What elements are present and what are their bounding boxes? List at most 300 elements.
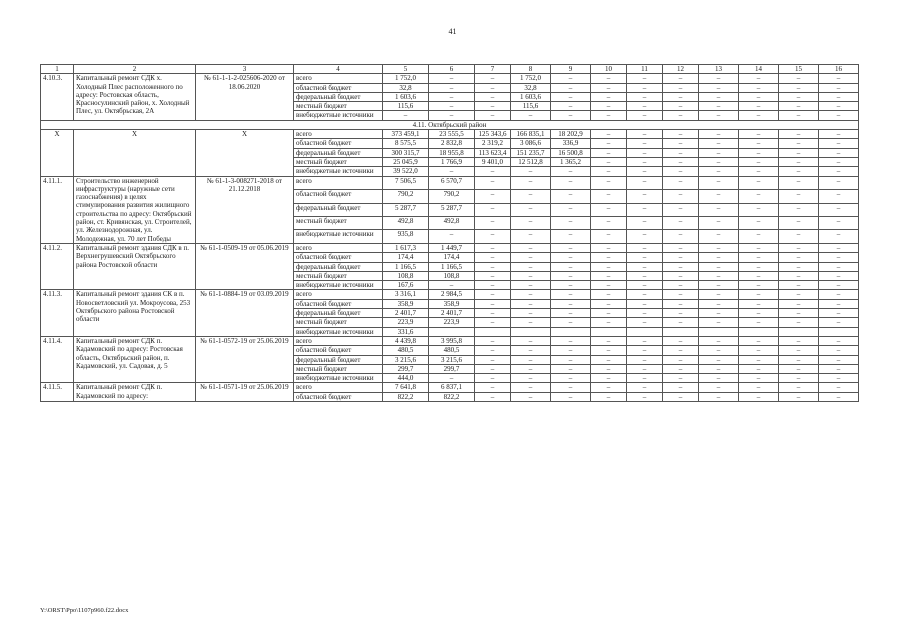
value-cell: 358,9	[383, 299, 429, 308]
value-cell: –	[627, 383, 663, 392]
value-cell: –	[739, 111, 779, 120]
value-cell: –	[551, 271, 591, 280]
value-cell: –	[699, 346, 739, 355]
value-cell: –	[591, 243, 627, 252]
value-cell: –	[663, 290, 699, 299]
value-cell: –	[699, 92, 739, 101]
value-cell: 9 401,0	[475, 157, 511, 166]
funding-source: внебюджетные источники	[294, 167, 383, 176]
value-cell: –	[699, 299, 739, 308]
value-cell: –	[739, 92, 779, 101]
value-cell: –	[819, 139, 859, 148]
value-cell: –	[591, 203, 627, 216]
value-cell: 1 752,0	[511, 74, 551, 83]
value-cell: –	[819, 374, 859, 383]
value-cell: –	[663, 216, 699, 229]
value-cell: 7 506,5	[383, 176, 429, 189]
value-cell: –	[663, 374, 699, 383]
value-cell: 1 449,7	[429, 243, 475, 252]
value-cell: –	[739, 281, 779, 290]
value-cell: –	[663, 111, 699, 120]
value-cell: 3 086,6	[511, 139, 551, 148]
value-cell: –	[591, 355, 627, 364]
value-cell: –	[779, 157, 819, 166]
value-cell: –	[475, 203, 511, 216]
value-cell: –	[699, 271, 739, 280]
value-cell: –	[819, 392, 859, 401]
value-cell: 331,6	[383, 327, 429, 336]
value-cell: –	[739, 176, 779, 189]
value-cell: –	[475, 243, 511, 252]
value-cell: –	[591, 290, 627, 299]
value-cell: –	[591, 190, 627, 203]
value-cell: –	[699, 364, 739, 373]
value-cell: –	[779, 203, 819, 216]
value-cell: 125 343,6	[475, 130, 511, 139]
value-cell: 373 459,1	[383, 130, 429, 139]
table-row	[41, 74, 859, 83]
value-cell: –	[819, 253, 859, 262]
value-cell: –	[739, 243, 779, 252]
value-cell: –	[551, 216, 591, 229]
value-cell: –	[779, 262, 819, 271]
value-cell: –	[819, 190, 859, 203]
document-number: № 61-1-1-2-025606-2020 от 18.06.2020	[196, 74, 294, 120]
table-row	[41, 130, 859, 139]
value-cell: 3 215,6	[383, 355, 429, 364]
value-cell: –	[699, 290, 739, 299]
value-cell: 299,7	[383, 364, 429, 373]
value-cell: –	[383, 111, 429, 120]
value-cell: –	[819, 216, 859, 229]
column-number-cell: 2	[74, 65, 196, 74]
column-number-cell: 8	[511, 65, 551, 74]
value-cell: –	[663, 253, 699, 262]
value-cell: –	[663, 167, 699, 176]
value-cell: –	[591, 102, 627, 111]
value-cell	[551, 327, 591, 336]
column-number-cell: 13	[699, 65, 739, 74]
column-number-cell: 9	[551, 65, 591, 74]
value-cell: –	[627, 74, 663, 83]
value-cell: –	[591, 281, 627, 290]
value-cell: –	[779, 309, 819, 318]
value-cell: –	[779, 74, 819, 83]
funding-source: областной бюджет	[294, 139, 383, 148]
value-cell: –	[819, 176, 859, 189]
item-number: 4.11.2.	[41, 243, 74, 289]
value-cell: –	[429, 281, 475, 290]
value-cell: 1 365,2	[551, 157, 591, 166]
funding-source: областной бюджет	[294, 253, 383, 262]
value-cell: 2 401,7	[383, 309, 429, 318]
value-cell: –	[699, 336, 739, 345]
value-cell: –	[739, 203, 779, 216]
value-cell: –	[475, 346, 511, 355]
value-cell	[627, 327, 663, 336]
value-cell: –	[699, 157, 739, 166]
value-cell: –	[591, 364, 627, 373]
value-cell: –	[551, 83, 591, 92]
value-cell: –	[739, 262, 779, 271]
value-cell: –	[475, 364, 511, 373]
value-cell: –	[511, 309, 551, 318]
value-cell: –	[627, 309, 663, 318]
value-cell: –	[551, 253, 591, 262]
value-cell: –	[819, 83, 859, 92]
value-cell	[779, 327, 819, 336]
item-number: 4.11.3.	[41, 290, 74, 336]
value-cell: –	[699, 83, 739, 92]
value-cell: –	[591, 336, 627, 345]
funding-source: федеральный бюджет	[294, 309, 383, 318]
value-cell: –	[779, 167, 819, 176]
value-cell: –	[551, 176, 591, 189]
value-cell: –	[591, 83, 627, 92]
column-number-cell: 10	[591, 65, 627, 74]
value-cell: 1 766,9	[429, 157, 475, 166]
value-cell: –	[591, 346, 627, 355]
funding-source: областной бюджет	[294, 83, 383, 92]
funding-source: федеральный бюджет	[294, 148, 383, 157]
column-number-cell: 11	[627, 65, 663, 74]
value-cell: –	[699, 102, 739, 111]
value-cell: –	[819, 290, 859, 299]
value-cell: 39 522,0	[383, 167, 429, 176]
value-cell: 5 287,7	[383, 203, 429, 216]
value-cell: –	[627, 111, 663, 120]
value-cell: –	[627, 230, 663, 244]
value-cell: –	[475, 309, 511, 318]
value-cell: –	[663, 383, 699, 392]
value-cell: –	[663, 130, 699, 139]
value-cell: –	[551, 309, 591, 318]
value-cell: 492,8	[429, 216, 475, 229]
document-number: № 61-1-3-008271-2018 от 21.12.2018	[196, 176, 294, 243]
table-row	[41, 290, 859, 299]
value-cell: –	[699, 383, 739, 392]
column-number-cell: 16	[819, 65, 859, 74]
value-cell: 223,9	[429, 318, 475, 327]
value-cell: –	[475, 281, 511, 290]
value-cell: 7 641,8	[383, 383, 429, 392]
value-cell: –	[551, 383, 591, 392]
value-cell: –	[663, 299, 699, 308]
value-cell: 5 287,7	[429, 203, 475, 216]
value-cell: –	[591, 262, 627, 271]
value-cell: –	[779, 83, 819, 92]
value-cell: –	[627, 290, 663, 299]
value-cell: –	[819, 92, 859, 101]
value-cell: –	[591, 157, 627, 166]
funding-source: всего	[294, 290, 383, 299]
funding-source: внебюджетные источники	[294, 111, 383, 120]
value-cell: –	[699, 355, 739, 364]
section-row	[41, 120, 859, 129]
value-cell: –	[511, 111, 551, 120]
value-cell: –	[511, 355, 551, 364]
value-cell: –	[627, 281, 663, 290]
value-cell: –	[663, 74, 699, 83]
funding-source: местный бюджет	[294, 271, 383, 280]
value-cell: –	[627, 190, 663, 203]
value-cell: 3 215,6	[429, 355, 475, 364]
value-cell: –	[511, 190, 551, 203]
value-cell: 4 439,8	[383, 336, 429, 345]
value-cell: –	[475, 262, 511, 271]
value-cell: –	[475, 271, 511, 280]
value-cell: –	[511, 271, 551, 280]
value-cell: –	[779, 318, 819, 327]
document-number: № 61-1-0884-19 от 03.09.2019	[196, 290, 294, 336]
value-cell: –	[819, 74, 859, 83]
value-cell: –	[475, 83, 511, 92]
value-cell: –	[819, 318, 859, 327]
budget-table	[40, 64, 859, 402]
value-cell: –	[627, 139, 663, 148]
value-cell: –	[779, 336, 819, 345]
value-cell: –	[475, 290, 511, 299]
value-cell: 8 575,5	[383, 139, 429, 148]
value-cell: –	[699, 374, 739, 383]
value-cell: –	[591, 139, 627, 148]
value-cell: –	[511, 336, 551, 345]
value-cell: –	[663, 157, 699, 166]
value-cell: 492,8	[383, 216, 429, 229]
item-number: 4.11.1.	[41, 176, 74, 243]
value-cell: –	[627, 167, 663, 176]
value-cell: –	[699, 230, 739, 244]
value-cell: –	[429, 102, 475, 111]
value-cell: –	[663, 336, 699, 345]
value-cell: –	[551, 262, 591, 271]
value-cell: 108,8	[383, 271, 429, 280]
value-cell: –	[739, 346, 779, 355]
value-cell: –	[739, 83, 779, 92]
column-number-cell: 15	[779, 65, 819, 74]
section-title: 4.11. Октябрьский район	[41, 120, 859, 129]
value-cell: –	[699, 392, 739, 401]
value-cell: 151 235,7	[511, 148, 551, 157]
value-cell: –	[627, 253, 663, 262]
value-cell: –	[591, 299, 627, 308]
value-cell: –	[663, 102, 699, 111]
value-cell: –	[819, 309, 859, 318]
value-cell: –	[627, 318, 663, 327]
value-cell: –	[779, 281, 819, 290]
value-cell: –	[627, 364, 663, 373]
value-cell: 2 832,8	[429, 139, 475, 148]
funding-source: всего	[294, 243, 383, 252]
document-number: X	[196, 130, 294, 176]
value-cell: –	[819, 299, 859, 308]
table-row	[41, 176, 859, 189]
value-cell: –	[819, 111, 859, 120]
value-cell: –	[475, 167, 511, 176]
value-cell: –	[739, 148, 779, 157]
column-number-cell: 5	[383, 65, 429, 74]
funding-source: всего	[294, 130, 383, 139]
column-number-cell: 12	[663, 65, 699, 74]
value-cell: –	[551, 318, 591, 327]
value-cell: –	[551, 230, 591, 244]
value-cell: –	[779, 374, 819, 383]
value-cell: –	[739, 130, 779, 139]
funding-source: всего	[294, 176, 383, 189]
value-cell: 480,5	[429, 346, 475, 355]
value-cell: 1 603,6	[383, 92, 429, 101]
funding-source: местный бюджет	[294, 102, 383, 111]
value-cell: –	[511, 230, 551, 244]
object-name: Капитальный ремонт СДК х. Холодный Плес расположенного по адресу: Ростовская область, Красносулинский район, х. Холодный Плес, ул. Октябрьская, 2А	[74, 74, 196, 120]
value-cell: 3 316,1	[383, 290, 429, 299]
value-cell: –	[627, 216, 663, 229]
funding-source: федеральный бюджет	[294, 203, 383, 216]
value-cell: –	[627, 299, 663, 308]
value-cell: –	[739, 253, 779, 262]
value-cell: 6 837,1	[429, 383, 475, 392]
value-cell: –	[739, 392, 779, 401]
value-cell: –	[819, 271, 859, 280]
value-cell: –	[627, 336, 663, 345]
value-cell: –	[739, 355, 779, 364]
value-cell: 2 984,5	[429, 290, 475, 299]
value-cell: –	[699, 262, 739, 271]
value-cell: –	[699, 176, 739, 189]
value-cell: 18 202,9	[551, 130, 591, 139]
value-cell: –	[819, 281, 859, 290]
value-cell: –	[475, 355, 511, 364]
value-cell: 336,9	[551, 139, 591, 148]
value-cell: 790,2	[429, 190, 475, 203]
value-cell: –	[819, 336, 859, 345]
value-cell: –	[739, 318, 779, 327]
value-cell: 935,8	[383, 230, 429, 244]
value-cell: –	[663, 92, 699, 101]
value-cell: –	[663, 309, 699, 318]
value-cell: 113 623,4	[475, 148, 511, 157]
column-number-cell: 1	[41, 65, 74, 74]
value-cell: –	[591, 383, 627, 392]
value-cell: 1 166,5	[383, 262, 429, 271]
value-cell: –	[739, 374, 779, 383]
funding-source: местный бюджет	[294, 318, 383, 327]
value-cell: –	[551, 190, 591, 203]
value-cell: –	[779, 148, 819, 157]
value-cell: –	[511, 176, 551, 189]
funding-source: всего	[294, 383, 383, 392]
value-cell: –	[819, 243, 859, 252]
value-cell: 299,7	[429, 364, 475, 373]
value-cell	[511, 327, 551, 336]
value-cell: –	[511, 374, 551, 383]
value-cell: –	[779, 364, 819, 373]
value-cell: 480,5	[383, 346, 429, 355]
value-cell: –	[663, 243, 699, 252]
value-cell: –	[627, 157, 663, 166]
value-cell: –	[591, 271, 627, 280]
value-cell: –	[627, 203, 663, 216]
value-cell: 167,6	[383, 281, 429, 290]
value-cell: –	[627, 355, 663, 364]
value-cell: 16 500,8	[551, 148, 591, 157]
value-cell: 25 045,9	[383, 157, 429, 166]
value-cell: –	[511, 392, 551, 401]
value-cell: –	[475, 336, 511, 345]
value-cell: –	[591, 176, 627, 189]
value-cell: –	[551, 92, 591, 101]
value-cell: –	[511, 290, 551, 299]
value-cell: –	[739, 383, 779, 392]
value-cell: –	[819, 102, 859, 111]
value-cell: –	[551, 346, 591, 355]
value-cell: –	[627, 243, 663, 252]
value-cell: –	[511, 318, 551, 327]
funding-source: внебюджетные источники	[294, 327, 383, 336]
value-cell	[739, 327, 779, 336]
value-cell: –	[591, 309, 627, 318]
value-cell: –	[699, 243, 739, 252]
value-cell: –	[663, 83, 699, 92]
value-cell: 822,2	[383, 392, 429, 401]
value-cell: –	[779, 383, 819, 392]
object-name: Строительство инженерной инфраструктуры (наружные сети газоснабжения) в целях стимулирования развития жилищного строительства по адресу: Октябрьский район, ст. Кривянская, ул. Строителей, ул. Железнодорожная, ул. Молодежная, ул. 70 лет Победы	[74, 176, 196, 243]
value-cell: –	[475, 299, 511, 308]
value-cell: –	[429, 74, 475, 83]
value-cell: –	[663, 281, 699, 290]
value-cell: –	[551, 336, 591, 345]
page-number: 41	[448, 27, 457, 36]
table-row	[41, 383, 859, 392]
value-cell: 2 319,2	[475, 139, 511, 148]
document-number: № 61-1-0571-19 от 25.06.2019	[196, 383, 294, 402]
value-cell: –	[699, 148, 739, 157]
value-cell: –	[551, 374, 591, 383]
funding-source: внебюджетные источники	[294, 230, 383, 244]
value-cell: –	[779, 111, 819, 120]
value-cell: 2 401,7	[429, 309, 475, 318]
value-cell: –	[551, 243, 591, 252]
value-cell: –	[739, 336, 779, 345]
value-cell: 166 835,1	[511, 130, 551, 139]
value-cell: 444,0	[383, 374, 429, 383]
value-cell: –	[551, 167, 591, 176]
value-cell: –	[475, 230, 511, 244]
value-cell: –	[663, 271, 699, 280]
value-cell: –	[475, 190, 511, 203]
value-cell: –	[819, 157, 859, 166]
value-cell: –	[819, 383, 859, 392]
value-cell: 223,9	[383, 318, 429, 327]
funding-source: внебюджетные источники	[294, 281, 383, 290]
value-cell: –	[475, 216, 511, 229]
value-cell: –	[739, 271, 779, 280]
item-number: 4.10.3.	[41, 74, 74, 120]
value-cell: –	[779, 102, 819, 111]
value-cell: –	[663, 139, 699, 148]
value-cell	[663, 327, 699, 336]
value-cell: –	[551, 281, 591, 290]
value-cell: –	[511, 346, 551, 355]
value-cell: –	[819, 364, 859, 373]
value-cell: –	[663, 190, 699, 203]
value-cell: 300 315,7	[383, 148, 429, 157]
value-cell: –	[511, 262, 551, 271]
value-cell: –	[551, 203, 591, 216]
value-cell	[475, 327, 511, 336]
value-cell: –	[475, 74, 511, 83]
column-number-header	[41, 65, 859, 74]
